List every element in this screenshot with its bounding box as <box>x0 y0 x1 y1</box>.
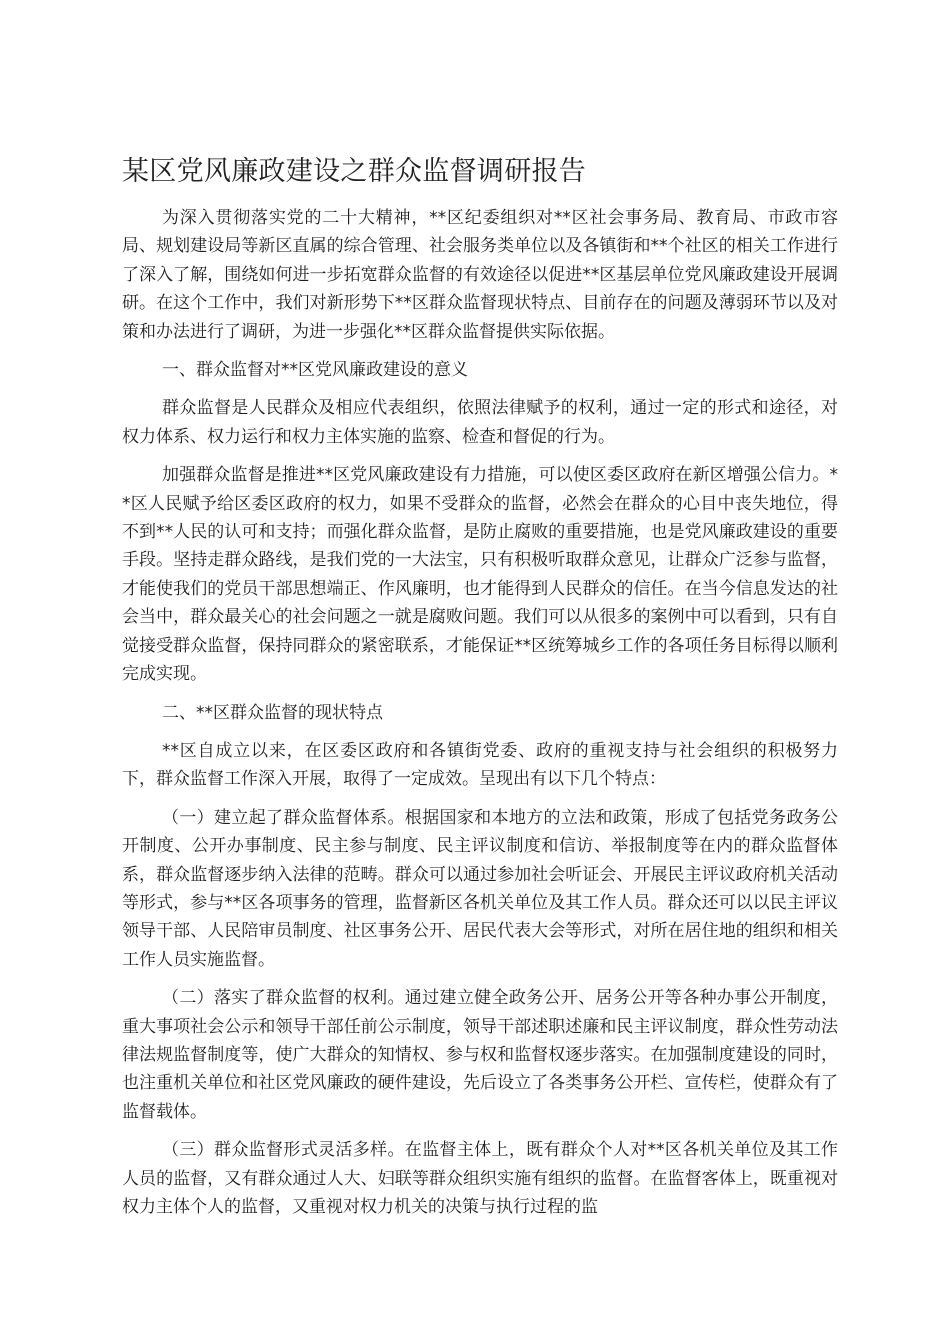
section-heading-1: 一、群众监督对**区党风廉政建设的意义 <box>162 360 468 381</box>
paragraph-intro: 为深入贯彻落实党的二十大精神，**区纪委组织对**区社会事务局、教育局、市政市容局、规划建设局等新区直属的综合管理、社会服务类单位以及各镇街和**个社区的相关工作进行了深入了解，围绕如何进一步拓宽群众监督的有效途径以促进**区基层单位党风廉政建设开展调研。在这个工作中，我们对新形势下**区群众监督现状特点、目前存在的问题及薄弱环节以及对策和办法进行了调研，为进一步强化**区群众监督提供实际依据。 <box>122 208 838 342</box>
document-title: 某区党风廉政建设之群众监督调研报告 <box>122 156 587 187</box>
paragraph-definition: 群众监督是人民群众及相应代表组织，依照法律赋予的权利，通过一定的形式和途径，对权力体系、权力运行和权力主体实施的监察、检查和督促的行为。 <box>122 398 838 447</box>
paragraph-point-3: （三）群众监督形式灵活多样。在监督主体上，既有群众个人对**区各机关单位及其工作人员的监督，又有群众通过人大、妇联等群众组织实施有组织的监督。在监督客体上，既重视对权力主体个人的监督，又重视对权力机关的决策与执行过程的监 <box>122 1140 838 1217</box>
paragraph-point-1: （一）建立起了群众监督体系。根据国家和本地方的立法和政策，形成了包括党务政务公开制度、公开办事制度、民主参与制度、民主评议制度和信访、举报制度等在内的群众监督体系，群众监督逐步纳入法律的范畴。群众可以通过参加社会听证会、开展民主评议政府机关活动等形式，参与**区各项事务的管理，监督新区各机关单位及其工作人员。群众还可以以民主评议领导干部、人民陪审员制度、社区事务公开、居民代表大会等形式，对所在居住地的组织和相关工作人员实施监督。 <box>122 807 838 970</box>
paragraph-point-2: （二）落实了群众监督的权利。通过建立健全政务公开、居务公开等各种办事公开制度，重大事项社会公示和领导干部任前公示制度，领导干部述职述廉和民主评议制度，群众性劳动法律法规监督制度等，使广大群众的知情权、参与权和监督权逐步落实。在加强制度建设的同时，也注重机关单位和社区党风廉政的硬件建设，先后设立了各类事务公开栏、宣传栏，使群众有了监督载体。 <box>122 988 838 1122</box>
paragraph-significance: 加强群众监督是推进**区党风廉政建设有力措施，可以使区委区政府在新区增强公信力。**区人民赋予给区委区政府的权力，如果不受群众的监督，必然会在群众的心目中丧失地位，得不到**人民的认可和支持；而强化群众监督，是防止腐败的重要措施，也是党风廉政建设的重要手段。坚持走群众路线，是我们党的一大法宝，只有积极听取群众意见，让群众广泛参与监督，才能使我们的党员干部思想端正、作风廉明，也才能得到人民群众的信任。在当今信息发达的社会当中，群众最关心的社会问题之一就是腐败问题。我们可以从很多的案例中可以看到，只有自觉接受群众监督，保持同群众的紧密联系，才能保证**区统筹城乡工作的各项任务目标得以顺利完成实现。 <box>122 465 838 685</box>
section-heading-2: 二、**区群众监督的现状特点 <box>162 702 383 723</box>
paragraph-status-intro: **区自成立以来，在区委区政府和各镇街党委、政府的重视支持与社会组织的积极努力下，群众监督工作深入开展，取得了一定成效。呈现出有以下几个特点： <box>122 740 838 790</box>
document-page <box>122 150 838 1231</box>
